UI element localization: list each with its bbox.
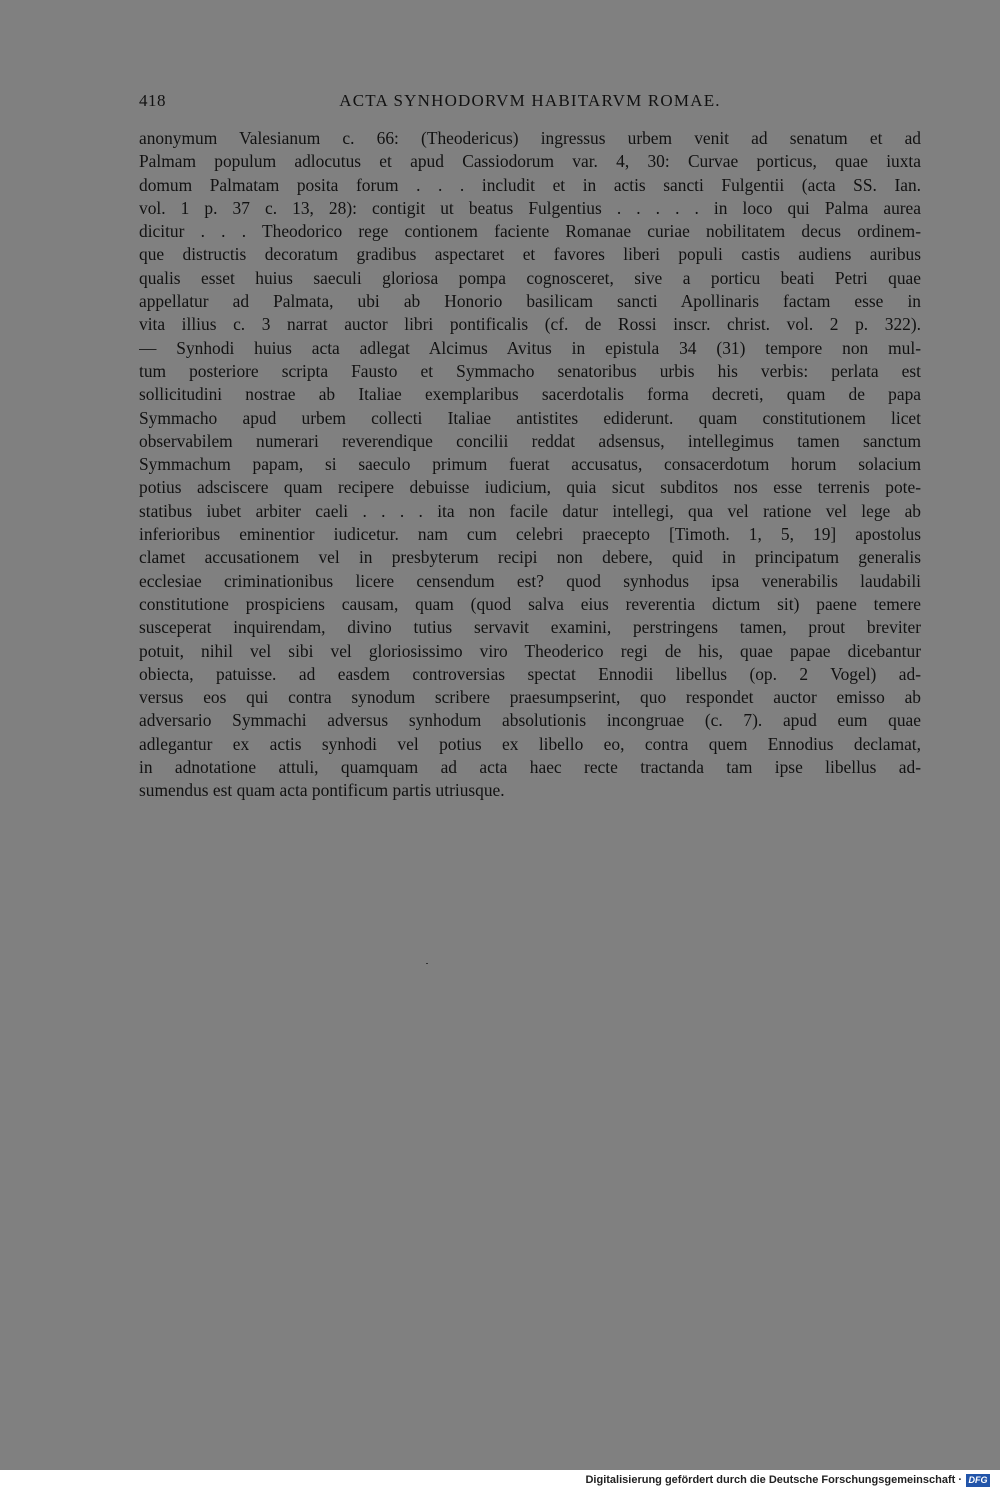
text-line: Symmacho apud urbem collecti Italiae antistites ediderunt. quam constitutionem licet <box>139 407 921 428</box>
page-header <box>139 91 921 115</box>
footer-credit: Digitalisierung gefördert durch die Deutsche Forschungsgemeinschaft · <box>585 1474 962 1486</box>
text-line: obiecta, patuisse. ad easdem controversias spectat Ennodii libellus (op. 2 Vogel) ad- <box>139 663 921 684</box>
text-line: statibus iubet arbiter caeli . . . . ita non facile datur intellegi, qua vel ratione vel lege ab <box>139 500 921 521</box>
text-line: que distructis decoratum gradibus aspectaret et favores liberi populi castis audiens auribus <box>139 244 921 265</box>
text-line: versus eos qui contra synodum scribere praesumpserint, quo respondet auctor emisso ab <box>139 687 921 708</box>
text-line: Palmam populum adlocutus et apud Cassiodorum var. 4, 30: Curvae porticus, quae iuxta <box>139 151 921 172</box>
speck-mark <box>426 963 428 964</box>
text-line: susceperat inquirendam, divino tutius servavit examini, perstringens tamen, prout breviter <box>139 617 921 638</box>
text-line: vita illius c. 3 narrat auctor libri pontificalis (cf. de Rossi inscr. christ. vol. 2 p. 322). <box>139 314 921 335</box>
text-line: inferioribus eminentior iudicetur. nam cum celebri praecepto [Timoth. 1, 5, 19] apostolus <box>139 524 921 545</box>
text-line: qualis esset huius saeculi gloriosa pompa cognosceret, sive a porticu beati Petri quae <box>139 267 921 288</box>
text-line: sollicitudini nostrae ab Italiae exemplaribus sacerdotalis forma decreti, quam de papa <box>139 384 921 405</box>
text-line: observabilem numerari reverendique concilii reddat adsensus, intellegimus tamen sanctum <box>139 430 921 451</box>
text-line: anonymum Valesianum c. 66: (Theodericus) ingressus urbem venit ad senatum et ad <box>139 128 921 148</box>
text-line: potuit, nihil vel sibi vel gloriosissimo viro Theoderico regi de his, quae papae dicebantur <box>139 640 921 661</box>
text-line: adlegantur ex actis synhodi vel potius ex libello eo, contra quem Ennodius declamat, <box>139 733 921 754</box>
text-line: potius adsciscere quam recipere debuisse iudicium, quia sicut subditos nos esse terrenis pote- <box>139 477 921 498</box>
text-line: clamet accusationem vel in presbyterum recipi non debere, quid in principatum generalis <box>139 547 921 568</box>
dfg-logo-icon: DFG <box>966 1474 990 1487</box>
running-title: ACTA SYNHODORVM HABITARVM ROMAE. <box>339 91 721 110</box>
footer-bar <box>0 1470 1000 1492</box>
text-line: — Synhodi huius acta adlegat Alcimus Avitus in epistula 34 (31) tempore non mul- <box>139 337 921 358</box>
text-line: constitutione prospiciens causam, quam (quod salva eius reverentia dictum sit) paene temere <box>139 593 921 614</box>
text-line: Symmachum papam, si saeculo primum fuerat accusatus, consacerdotum horum solacium <box>139 454 921 475</box>
body-text <box>139 127 921 803</box>
text-line: domum Palmatam posita forum . . . includit et in actis sancti Fulgentii (acta SS. Ian. <box>139 174 921 195</box>
text-line: in adnotatione attuli, quamquam ad acta haec recte tractanda tam ipse libellus ad- <box>139 757 921 778</box>
text-line: appellatur ad Palmata, ubi ab Honorio basilicam sancti Apollinaris factam esse in <box>139 291 921 312</box>
text-line: dicitur . . . Theodorico rege contionem faciente Romanae curiae nobilitatem decus ordinem- <box>139 221 921 242</box>
text-line: ecclesiae criminationibus licere censendum est? quod synhodus ipsa venerabilis laudabili <box>139 570 921 591</box>
text-line: vol. 1 p. 37 c. 13, 28): contigit ut beatus Fulgentius . . . . . in loco qui Palma aurea <box>139 197 921 218</box>
text-line: adversario Symmachi adversus synhodum absolutionis incongruae (c. 7). apud eum quae <box>139 710 921 731</box>
text-line: tum posteriore scripta Fausto et Symmacho senatoribus urbis his verbis: perlata est <box>139 360 921 381</box>
text-line: sumendus est quam acta pontificum partis utriusque. <box>139 780 505 801</box>
page-number: 418 <box>139 91 166 110</box>
